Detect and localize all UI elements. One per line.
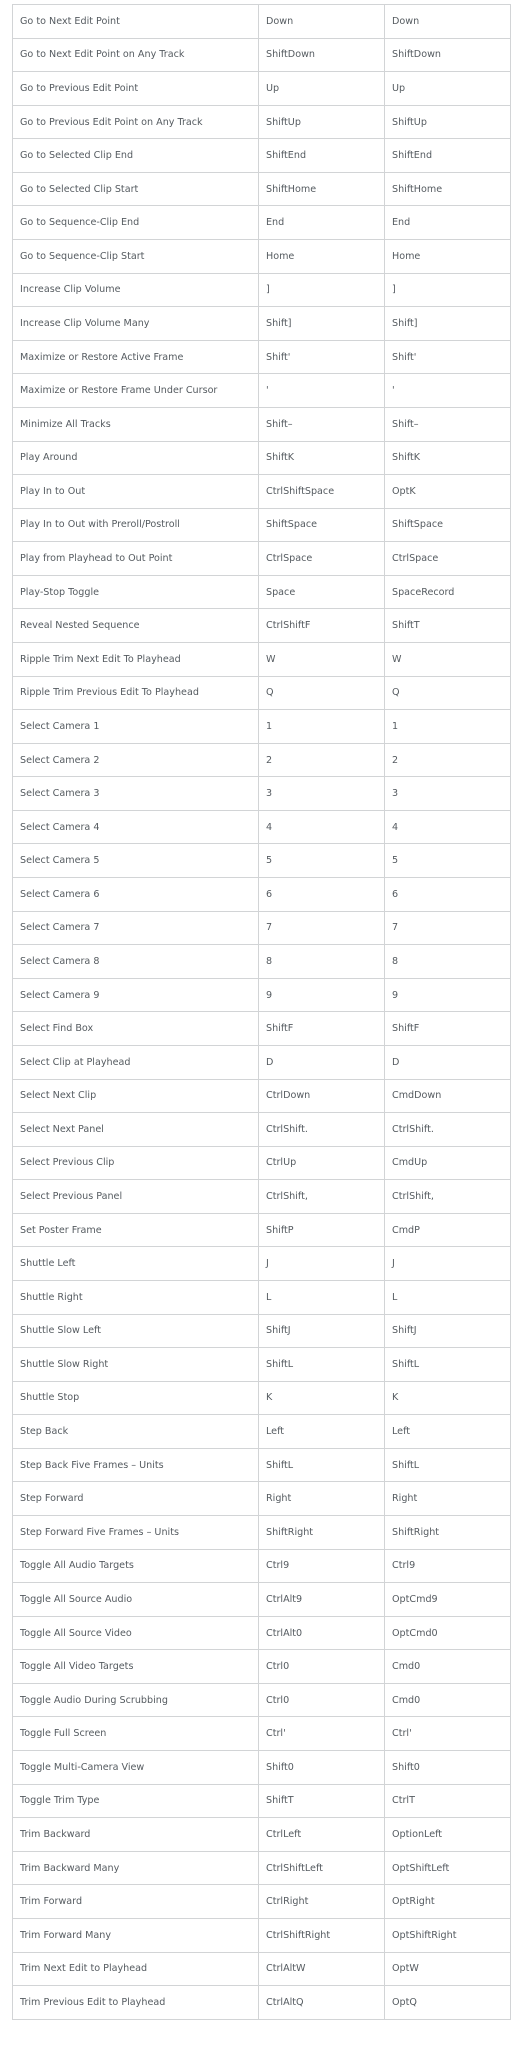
table-row	[13, 1650, 511, 1684]
mac-shortcut-cell: Cmd0	[385, 1683, 511, 1717]
windows-shortcut-cell: CtrlLeft	[259, 1818, 385, 1852]
table-row	[13, 1717, 511, 1751]
command-name-cell: Step Forward	[13, 1482, 259, 1516]
windows-shortcut-cell: End	[259, 206, 385, 240]
command-name-cell: Play In to Out with Preroll/Postroll	[13, 508, 259, 542]
command-name-cell: Select Camera 2	[13, 743, 259, 777]
windows-shortcut-cell: J	[259, 1247, 385, 1281]
command-name-cell: Trim Backward	[13, 1818, 259, 1852]
table-row	[13, 1818, 511, 1852]
mac-shortcut-cell: ShiftL	[385, 1348, 511, 1382]
command-name-cell: Toggle Audio During Scrubbing	[13, 1683, 259, 1717]
command-name-cell: Select Next Panel	[13, 1113, 259, 1147]
table-row	[13, 1751, 511, 1785]
mac-shortcut-cell: OptQ	[385, 1986, 511, 2020]
command-name-cell: Reveal Nested Sequence	[13, 609, 259, 643]
command-name-cell: Toggle Full Screen	[13, 1717, 259, 1751]
command-name-cell: Increase Clip Volume	[13, 273, 259, 307]
mac-shortcut-cell: L	[385, 1280, 511, 1314]
command-name-cell: Set Poster Frame	[13, 1213, 259, 1247]
table-row	[13, 508, 511, 542]
command-name-cell: Select Clip at Playhead	[13, 1045, 259, 1079]
windows-shortcut-cell: ShiftSpace	[259, 508, 385, 542]
windows-shortcut-cell: CtrlShiftF	[259, 609, 385, 643]
table-row	[13, 945, 511, 979]
command-name-cell: Select Previous Clip	[13, 1146, 259, 1180]
table-row	[13, 1616, 511, 1650]
mac-shortcut-cell: 3	[385, 777, 511, 811]
windows-shortcut-cell: 2	[259, 743, 385, 777]
command-name-cell: Maximize or Restore Active Frame	[13, 340, 259, 374]
command-name-cell: Trim Backward Many	[13, 1851, 259, 1885]
table-row	[13, 1280, 511, 1314]
windows-shortcut-cell: 4	[259, 810, 385, 844]
windows-shortcut-cell: ShiftEnd	[259, 139, 385, 173]
command-name-cell: Select Camera 8	[13, 945, 259, 979]
windows-shortcut-cell: CtrlRight	[259, 1885, 385, 1919]
windows-shortcut-cell: 1	[259, 710, 385, 744]
command-name-cell: Select Camera 5	[13, 844, 259, 878]
windows-shortcut-cell: 9	[259, 978, 385, 1012]
command-name-cell: Select Next Clip	[13, 1079, 259, 1113]
windows-shortcut-cell: ShiftL	[259, 1348, 385, 1382]
mac-shortcut-cell: ShiftRight	[385, 1516, 511, 1550]
command-name-cell: Trim Forward	[13, 1885, 259, 1919]
windows-shortcut-cell: ShiftRight	[259, 1516, 385, 1550]
table-row	[13, 240, 511, 274]
windows-shortcut-cell: Shift]	[259, 307, 385, 341]
table-row	[13, 743, 511, 777]
table-row	[13, 206, 511, 240]
command-name-cell: Go to Sequence-Clip End	[13, 206, 259, 240]
command-name-cell: Step Back	[13, 1415, 259, 1449]
mac-shortcut-cell: ShiftUp	[385, 105, 511, 139]
table-row	[13, 1146, 511, 1180]
table-row	[13, 139, 511, 173]
windows-shortcut-cell: CtrlAltQ	[259, 1986, 385, 2020]
command-name-cell: Play In to Out	[13, 475, 259, 509]
table-row	[13, 1784, 511, 1818]
keyboard-shortcuts-table	[12, 4, 511, 2020]
windows-shortcut-cell: Ctrl0	[259, 1650, 385, 1684]
table-row	[13, 273, 511, 307]
mac-shortcut-cell: OptK	[385, 475, 511, 509]
table-row	[13, 1549, 511, 1583]
table-row	[13, 609, 511, 643]
command-name-cell: Toggle All Video Targets	[13, 1650, 259, 1684]
command-name-cell: Toggle All Source Video	[13, 1616, 259, 1650]
mac-shortcut-cell: W	[385, 642, 511, 676]
table-row	[13, 1918, 511, 1952]
command-name-cell: Select Camera 7	[13, 911, 259, 945]
mac-shortcut-cell: Cmd0	[385, 1650, 511, 1684]
mac-shortcut-cell: ShiftJ	[385, 1314, 511, 1348]
command-name-cell: Select Camera 9	[13, 978, 259, 1012]
mac-shortcut-cell: CtrlSpace	[385, 542, 511, 576]
windows-shortcut-cell: 7	[259, 911, 385, 945]
command-name-cell: Ripple Trim Next Edit To Playhead	[13, 642, 259, 676]
table-row	[13, 441, 511, 475]
command-name-cell: Trim Forward Many	[13, 1918, 259, 1952]
mac-shortcut-cell: 4	[385, 810, 511, 844]
command-name-cell: Go to Sequence-Clip Start	[13, 240, 259, 274]
table-row	[13, 911, 511, 945]
command-name-cell: Shuttle Right	[13, 1280, 259, 1314]
mac-shortcut-cell: CtrlShift.	[385, 1113, 511, 1147]
table-row	[13, 1045, 511, 1079]
mac-shortcut-cell: K	[385, 1381, 511, 1415]
mac-shortcut-cell: CmdDown	[385, 1079, 511, 1113]
table-row	[13, 172, 511, 206]
table-row	[13, 1885, 511, 1919]
mac-shortcut-cell: CtrlShift,	[385, 1180, 511, 1214]
command-name-cell: Shuttle Slow Right	[13, 1348, 259, 1382]
windows-shortcut-cell: D	[259, 1045, 385, 1079]
table-row	[13, 307, 511, 341]
windows-shortcut-cell: L	[259, 1280, 385, 1314]
mac-shortcut-cell: OptW	[385, 1952, 511, 1986]
mac-shortcut-cell: Down	[385, 5, 511, 39]
table-row	[13, 1583, 511, 1617]
command-name-cell: Go to Next Edit Point on Any Track	[13, 38, 259, 72]
mac-shortcut-cell: ShiftDown	[385, 38, 511, 72]
table-row	[13, 1986, 511, 2020]
windows-shortcut-cell: CtrlShiftRight	[259, 1918, 385, 1952]
table-row	[13, 777, 511, 811]
table-row	[13, 1012, 511, 1046]
mac-shortcut-cell: ShiftK	[385, 441, 511, 475]
table-row	[13, 542, 511, 576]
command-name-cell: Increase Clip Volume Many	[13, 307, 259, 341]
table-row	[13, 1348, 511, 1382]
windows-shortcut-cell: 8	[259, 945, 385, 979]
command-name-cell: Play-Stop Toggle	[13, 575, 259, 609]
mac-shortcut-cell: OptCmd9	[385, 1583, 511, 1617]
mac-shortcut-cell: OptShiftLeft	[385, 1851, 511, 1885]
windows-shortcut-cell: 6	[259, 878, 385, 912]
windows-shortcut-cell: CtrlShift,	[259, 1180, 385, 1214]
command-name-cell: Step Back Five Frames – Units	[13, 1448, 259, 1482]
windows-shortcut-cell: ShiftP	[259, 1213, 385, 1247]
windows-shortcut-cell: ShiftDown	[259, 38, 385, 72]
windows-shortcut-cell: Ctrl0	[259, 1683, 385, 1717]
windows-shortcut-cell: CtrlAlt0	[259, 1616, 385, 1650]
mac-shortcut-cell: Shift0	[385, 1751, 511, 1785]
mac-shortcut-cell: 5	[385, 844, 511, 878]
command-name-cell: Minimize All Tracks	[13, 407, 259, 441]
windows-shortcut-cell: Ctrl9	[259, 1549, 385, 1583]
mac-shortcut-cell: Right	[385, 1482, 511, 1516]
table-row	[13, 710, 511, 744]
table-row	[13, 1079, 511, 1113]
command-name-cell: Go to Previous Edit Point on Any Track	[13, 105, 259, 139]
command-name-cell: Shuttle Stop	[13, 1381, 259, 1415]
mac-shortcut-cell: ShiftL	[385, 1448, 511, 1482]
table-row	[13, 1851, 511, 1885]
table-row	[13, 1113, 511, 1147]
mac-shortcut-cell: J	[385, 1247, 511, 1281]
mac-shortcut-cell: End	[385, 206, 511, 240]
table-row	[13, 1314, 511, 1348]
table-row	[13, 1180, 511, 1214]
mac-shortcut-cell: Shift'	[385, 340, 511, 374]
command-name-cell: Go to Selected Clip End	[13, 139, 259, 173]
windows-shortcut-cell: ]	[259, 273, 385, 307]
command-name-cell: Select Camera 3	[13, 777, 259, 811]
windows-shortcut-cell: ShiftJ	[259, 1314, 385, 1348]
windows-shortcut-cell: '	[259, 374, 385, 408]
table-row	[13, 978, 511, 1012]
windows-shortcut-cell: CtrlAlt9	[259, 1583, 385, 1617]
mac-shortcut-cell: OptCmd0	[385, 1616, 511, 1650]
command-name-cell: Step Forward Five Frames – Units	[13, 1516, 259, 1550]
command-name-cell: Play from Playhead to Out Point	[13, 542, 259, 576]
mac-shortcut-cell: 2	[385, 743, 511, 777]
windows-shortcut-cell: Home	[259, 240, 385, 274]
windows-shortcut-cell: 5	[259, 844, 385, 878]
windows-shortcut-cell: Right	[259, 1482, 385, 1516]
windows-shortcut-cell: CtrlAltW	[259, 1952, 385, 1986]
table-row	[13, 105, 511, 139]
mac-shortcut-cell: Q	[385, 676, 511, 710]
windows-shortcut-cell: K	[259, 1381, 385, 1415]
command-name-cell: Select Camera 1	[13, 710, 259, 744]
table-row	[13, 374, 511, 408]
command-name-cell: Shuttle Slow Left	[13, 1314, 259, 1348]
windows-shortcut-cell: ShiftK	[259, 441, 385, 475]
windows-shortcut-cell: CtrlShiftLeft	[259, 1851, 385, 1885]
command-name-cell: Shuttle Left	[13, 1247, 259, 1281]
mac-shortcut-cell: ShiftT	[385, 609, 511, 643]
table-row	[13, 878, 511, 912]
mac-shortcut-cell: OptionLeft	[385, 1818, 511, 1852]
mac-shortcut-cell: Shift]	[385, 307, 511, 341]
table-row	[13, 575, 511, 609]
mac-shortcut-cell: ShiftEnd	[385, 139, 511, 173]
mac-shortcut-cell: 9	[385, 978, 511, 1012]
windows-shortcut-cell: CtrlUp	[259, 1146, 385, 1180]
mac-shortcut-cell: ShiftHome	[385, 172, 511, 206]
windows-shortcut-cell: ShiftUp	[259, 105, 385, 139]
command-name-cell: Toggle All Audio Targets	[13, 1549, 259, 1583]
command-name-cell: Trim Previous Edit to Playhead	[13, 1986, 259, 2020]
table-row	[13, 1482, 511, 1516]
command-name-cell: Select Camera 6	[13, 878, 259, 912]
table-row	[13, 1247, 511, 1281]
table-row	[13, 1448, 511, 1482]
windows-shortcut-cell: ShiftHome	[259, 172, 385, 206]
table-row	[13, 1213, 511, 1247]
windows-shortcut-cell: Left	[259, 1415, 385, 1449]
mac-shortcut-cell: Left	[385, 1415, 511, 1449]
mac-shortcut-cell: Ctrl'	[385, 1717, 511, 1751]
mac-shortcut-cell: CmdUp	[385, 1146, 511, 1180]
command-name-cell: Ripple Trim Previous Edit To Playhead	[13, 676, 259, 710]
mac-shortcut-cell: 7	[385, 911, 511, 945]
table-row	[13, 72, 511, 106]
command-name-cell: Toggle Trim Type	[13, 1784, 259, 1818]
table-row	[13, 844, 511, 878]
windows-shortcut-cell: Shift–	[259, 407, 385, 441]
mac-shortcut-cell: ShiftSpace	[385, 508, 511, 542]
command-name-cell: Play Around	[13, 441, 259, 475]
table-row	[13, 1381, 511, 1415]
mac-shortcut-cell: OptShiftRight	[385, 1918, 511, 1952]
table-row	[13, 1683, 511, 1717]
command-name-cell: Trim Next Edit to Playhead	[13, 1952, 259, 1986]
table-row	[13, 1952, 511, 1986]
command-name-cell: Maximize or Restore Frame Under Cursor	[13, 374, 259, 408]
windows-shortcut-cell: ShiftF	[259, 1012, 385, 1046]
table-row	[13, 1516, 511, 1550]
mac-shortcut-cell: Up	[385, 72, 511, 106]
windows-shortcut-cell: CtrlDown	[259, 1079, 385, 1113]
command-name-cell: Go to Previous Edit Point	[13, 72, 259, 106]
table-row	[13, 340, 511, 374]
command-name-cell: Select Previous Panel	[13, 1180, 259, 1214]
mac-shortcut-cell: Ctrl9	[385, 1549, 511, 1583]
mac-shortcut-cell: Home	[385, 240, 511, 274]
table-row	[13, 5, 511, 39]
mac-shortcut-cell: SpaceRecord	[385, 575, 511, 609]
windows-shortcut-cell: 3	[259, 777, 385, 811]
table-row	[13, 475, 511, 509]
mac-shortcut-cell: 6	[385, 878, 511, 912]
command-name-cell: Toggle All Source Audio	[13, 1583, 259, 1617]
mac-shortcut-cell: '	[385, 374, 511, 408]
table-row	[13, 1415, 511, 1449]
windows-shortcut-cell: CtrlSpace	[259, 542, 385, 576]
mac-shortcut-cell: 1	[385, 710, 511, 744]
table-row	[13, 407, 511, 441]
windows-shortcut-cell: Shift'	[259, 340, 385, 374]
mac-shortcut-cell: 8	[385, 945, 511, 979]
windows-shortcut-cell: Q	[259, 676, 385, 710]
windows-shortcut-cell: CtrlShiftSpace	[259, 475, 385, 509]
mac-shortcut-cell: ]	[385, 273, 511, 307]
mac-shortcut-cell: CmdP	[385, 1213, 511, 1247]
windows-shortcut-cell: Space	[259, 575, 385, 609]
table-row	[13, 38, 511, 72]
windows-shortcut-cell: CtrlShift.	[259, 1113, 385, 1147]
table-row	[13, 676, 511, 710]
windows-shortcut-cell: Down	[259, 5, 385, 39]
windows-shortcut-cell: ShiftT	[259, 1784, 385, 1818]
mac-shortcut-cell: Shift–	[385, 407, 511, 441]
mac-shortcut-cell: ShiftF	[385, 1012, 511, 1046]
windows-shortcut-cell: Ctrl'	[259, 1717, 385, 1751]
windows-shortcut-cell: W	[259, 642, 385, 676]
windows-shortcut-cell: Shift0	[259, 1751, 385, 1785]
table-row	[13, 810, 511, 844]
command-name-cell: Select Camera 4	[13, 810, 259, 844]
command-name-cell: Toggle Multi-Camera View	[13, 1751, 259, 1785]
shortcut-rows	[13, 5, 511, 2020]
table-row	[13, 642, 511, 676]
mac-shortcut-cell: OptRight	[385, 1885, 511, 1919]
command-name-cell: Go to Next Edit Point	[13, 5, 259, 39]
windows-shortcut-cell: ShiftL	[259, 1448, 385, 1482]
mac-shortcut-cell: CtrlT	[385, 1784, 511, 1818]
windows-shortcut-cell: Up	[259, 72, 385, 106]
command-name-cell: Go to Selected Clip Start	[13, 172, 259, 206]
command-name-cell: Select Find Box	[13, 1012, 259, 1046]
mac-shortcut-cell: D	[385, 1045, 511, 1079]
